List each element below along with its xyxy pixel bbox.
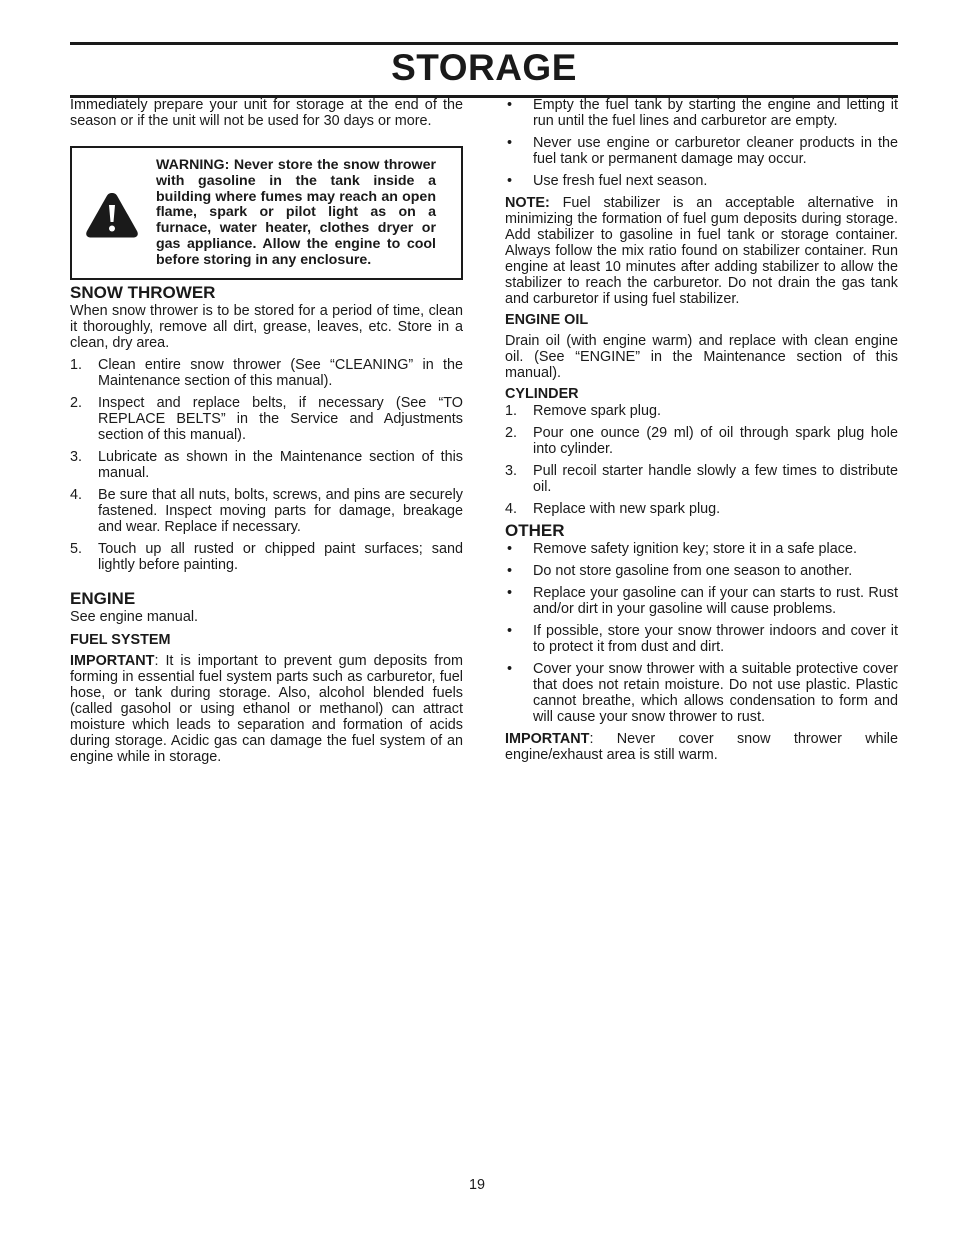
fuel-system-heading: FUEL SYSTEM: [70, 632, 171, 648]
right-column: [505, 97, 898, 763]
other-heading: OTHER: [505, 521, 565, 540]
warning-triangle-icon: [84, 190, 140, 240]
engine-heading: ENGINE: [70, 589, 136, 608]
snow-thrower-text: When snow thrower is to be stored for a period of time, clean it thoroughly, remove all dirt, grease, leaves, etc. Store in a clean, dry area.: [70, 303, 463, 351]
list-item: 4. Replace with new spark plug.: [505, 501, 721, 517]
fuel-system-important: IMPORTANT: It is important to prevent gum deposits from forming in essential fuel system parts such as carburetor, fuel hose, or tank during storage. Also, alcohol blended fuels (called gasohol or using ethanol or methanol) can attract moisture which leads to separation and formation of acids during storage. Acidic gas can damage the fuel system of an engine while in storage.: [70, 653, 463, 765]
list-item: • Do not store gasoline from one season to another.: [507, 563, 853, 579]
list-item: 2. Inspect and replace belts, if necessary (See “TO REPLACE BELTS” in the Service and Adjustments section of this manual).: [70, 395, 463, 443]
engine-oil-text: Drain oil (with engine warm) and replace with clean engine oil. (See “ENGINE” in the Maintenance section of this manual).: [505, 333, 898, 381]
page-title-banner: [70, 42, 898, 98]
cylinder-heading: CYLINDER: [505, 386, 579, 402]
intro-paragraph: Immediately prepare your unit for storage at the end of the season or if the unit will not be used for 30 days or more.: [70, 97, 463, 129]
list-item: • Never use engine or carburetor cleaner products in the fuel tank or permanent damage may occur.: [507, 135, 898, 167]
snow-thrower-heading: SNOW THROWER: [70, 283, 216, 302]
list-item: 2. Pour one ounce (29 ml) of oil through spark plug hole into cylinder.: [505, 425, 898, 457]
list-item: 1. Clean entire snow thrower (See “CLEANING” in the Maintenance section of this manual).: [70, 357, 463, 389]
other-bullets: [505, 541, 898, 725]
engine-text: See engine manual.: [70, 609, 199, 625]
list-item: 5. Touch up all rusted or chipped paint surfaces; sand lightly before painting.: [70, 541, 463, 573]
list-item: 4. Be sure that all nuts, bolts, screws, and pins are securely fastened. Inspect moving parts for damage, breakage and wear. Replace if necessary.: [70, 487, 463, 535]
list-item: • Use fresh fuel next season.: [507, 173, 708, 189]
warning-box: [70, 146, 463, 280]
list-item: • Replace your gasoline can if your can starts to rust. Rust and/or dirt in your gasoline will cause problems.: [507, 585, 898, 617]
list-item: 3. Lubricate as shown in the Maintenance section of this manual.: [70, 449, 463, 481]
list-item: • Cover your snow thrower with a suitable protective cover that does not retain moisture. Do not use plastic. Plastic cannot breathe, which allows condensation to form and will cause your snow thrower to rust.: [507, 661, 898, 725]
left-column: [70, 97, 463, 765]
page-title: STORAGE: [391, 47, 577, 88]
list-item: • Remove safety ignition key; store it in a safe place.: [507, 541, 857, 557]
fuel-bullets: [505, 97, 898, 189]
list-item: 1. Remove spark plug.: [505, 403, 661, 419]
snow-thrower-steps: [70, 357, 463, 573]
list-item: • Empty the fuel tank by starting the engine and letting it run until the fuel lines and carburetor are empty.: [507, 97, 898, 129]
list-item: 3. Pull recoil starter handle slowly a few times to distribute oil.: [505, 463, 898, 495]
warning-text: WARNING: Never store the snow thrower with gasoline in the tank inside a building where fumes may reach an open flame, spark or pilot light as on a furnace, water heater, clothes dryer or gas appliance. Allow the engine to cool before storing in any enclosure.: [156, 157, 436, 268]
cylinder-steps: [505, 403, 898, 517]
list-item: • If possible, store your snow thrower indoors and cover it to protect it from dust and dirt.: [507, 623, 898, 655]
engine-oil-heading: ENGINE OIL: [505, 312, 589, 328]
stabilizer-note: NOTE: Fuel stabilizer is an acceptable alternative in minimizing the formation of fuel gum deposits during storage. Add stabilizer to gasoline in fuel tank or storage container. Always follow the mix ratio found on stabilizer container. Run engine at least 10 minutes after adding stabilizer to allow the stabilizer to reach the carburetor. Do not drain the gas tank and carburetor if using fuel stabilizer.: [505, 195, 898, 307]
page-number: 19: [468, 1177, 485, 1193]
other-important: IMPORTANT: Never cover snow thrower while engine/exhaust area is still warm.: [505, 731, 898, 763]
